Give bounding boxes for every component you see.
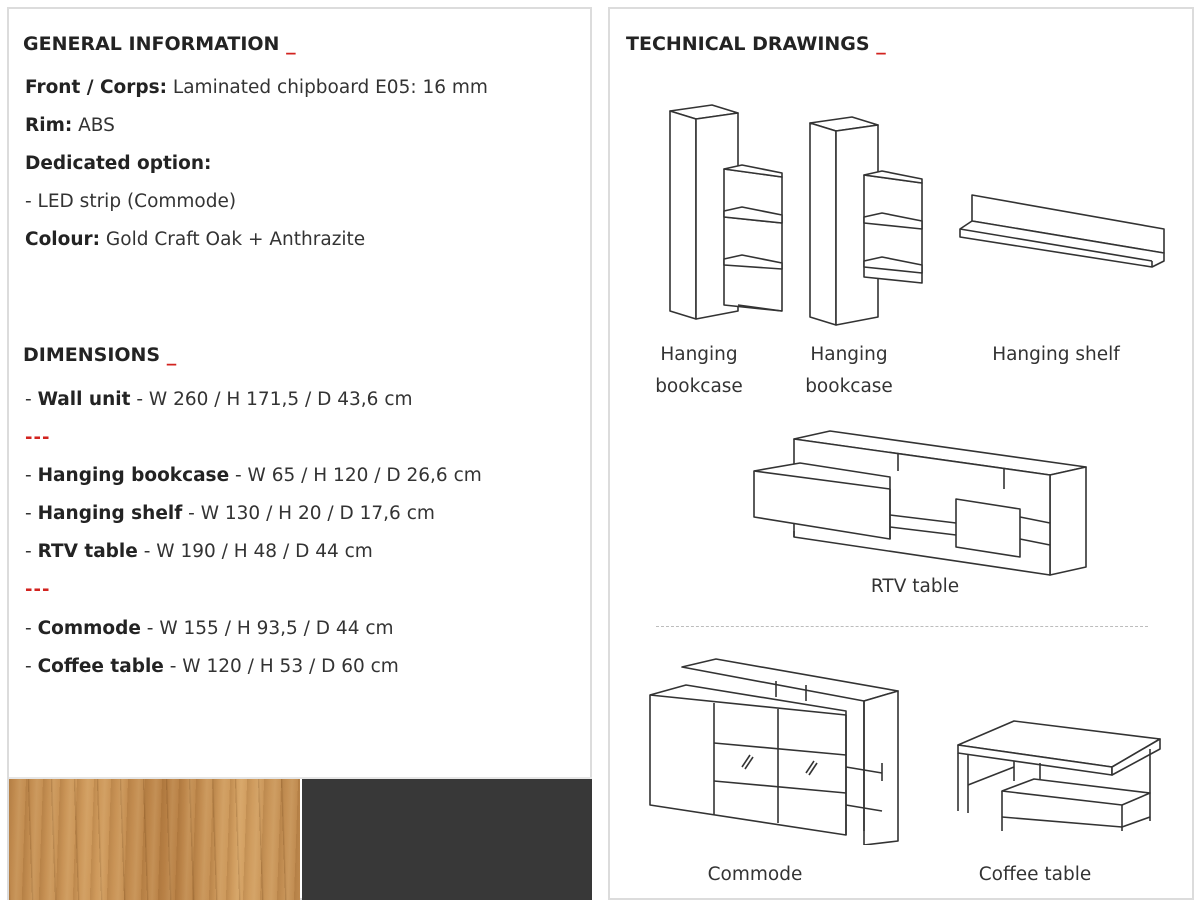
general-heading-accent: _ [286, 33, 296, 55]
front-corps-line [25, 77, 488, 98]
dedicated-option-label: Dedicated option: [25, 153, 212, 174]
drawings-panel [608, 7, 1194, 900]
dimension-name: Hanging shelf [37, 503, 183, 524]
dimension-item-wall-unit [25, 389, 413, 410]
dimension-name: RTV table [37, 541, 138, 562]
dimension-name: Wall unit [37, 389, 131, 410]
front-corps-label: Front / Corps: [25, 77, 168, 98]
hanging-bookcase-drawing [662, 99, 792, 324]
led-strip-line [25, 191, 236, 212]
technical-heading-text: TECHNICAL DRAWINGS [626, 33, 870, 55]
dimension-spec: - W 260 / H 171,5 / D 43,6 cm [130, 389, 413, 410]
drawings-separator [656, 626, 1148, 627]
caption-line: Hanging [660, 344, 738, 365]
dimension-spec: - W 155 / H 93,5 / D 44 cm [140, 618, 394, 639]
dimension-separator: --- [25, 427, 51, 448]
colour-label: Colour: [25, 229, 101, 250]
hanging-bookcase-drawing [802, 111, 932, 331]
hanging-shelf-drawing [956, 189, 1171, 279]
caption-commode: Commode [707, 864, 803, 885]
dimension-spec: - W 190 / H 48 / D 44 cm [137, 541, 373, 562]
caption-line: bookcase [805, 376, 893, 397]
dimension-item-hanging-shelf [25, 503, 435, 524]
caption-hanging-shelf: Hanging shelf [992, 344, 1120, 365]
dimension-prefix: - [25, 389, 38, 410]
dimension-spec: - W 65 / H 120 / D 26,6 cm [229, 465, 482, 486]
dimension-spec: - W 130 / H 20 / D 17,6 cm [182, 503, 435, 524]
caption-line: Hanging [810, 344, 888, 365]
caption-coffee-table: Coffee table [978, 864, 1092, 885]
info-panel [7, 7, 592, 900]
caption-rtv-table: RTV table [870, 576, 960, 597]
dimension-item-rtv-table [25, 541, 373, 562]
dimension-prefix: - [25, 618, 38, 639]
rim-label: Rim: [25, 115, 73, 136]
rim-value: ABS [78, 115, 115, 136]
dimension-name: Hanging bookcase [37, 465, 230, 486]
dimension-prefix: - [25, 656, 38, 677]
dimension-prefix: - [25, 541, 38, 562]
technical-drawings-heading [626, 33, 886, 55]
dimension-item-coffee-table [25, 656, 399, 677]
dimension-name: Coffee table [37, 656, 164, 677]
rim-line [25, 115, 115, 136]
dimension-spec: - W 120 / H 53 / D 60 cm [163, 656, 399, 677]
commode-drawing [646, 655, 906, 845]
dimension-prefix: - [25, 465, 38, 486]
dimension-item-hanging-bookcase [25, 465, 482, 486]
dimension-name: Commode [37, 618, 141, 639]
technical-heading-accent: _ [876, 33, 886, 55]
general-information-heading [23, 33, 296, 55]
coffee-table-drawing [954, 709, 1164, 839]
gold-craft-oak-swatch [9, 779, 300, 900]
dimension-separator: --- [25, 579, 51, 600]
caption-hanging-bookcase [790, 339, 908, 403]
dedicated-option-line [25, 153, 211, 174]
colour-value: Gold Craft Oak + Anthrazite [105, 229, 366, 250]
caption-line: bookcase [655, 376, 743, 397]
dimension-prefix: - [25, 503, 38, 524]
dimension-item-commode [25, 618, 394, 639]
general-heading-text: GENERAL INFORMATION [23, 33, 280, 55]
anthracite-swatch [302, 779, 592, 900]
front-corps-value: Laminated chipboard E05: 16 mm [172, 77, 488, 98]
rtv-table-drawing [750, 427, 1095, 577]
dimensions-heading [23, 344, 176, 366]
dimensions-heading-text: DIMENSIONS [23, 344, 161, 366]
colour-line [25, 229, 365, 250]
led-strip-value: - LED strip (Commode) [25, 191, 237, 212]
dimensions-heading-accent: _ [166, 344, 177, 366]
caption-hanging-bookcase [640, 339, 758, 403]
